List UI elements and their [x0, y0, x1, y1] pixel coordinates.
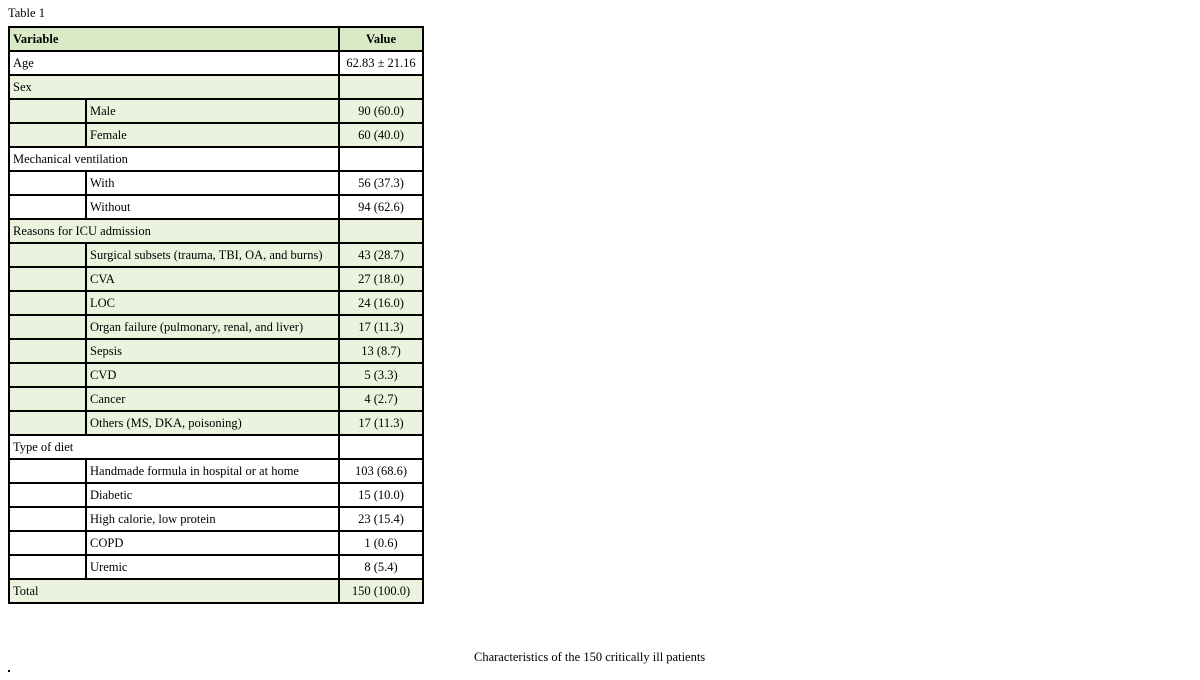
table-row — [9, 483, 423, 507]
row-label: Organ failure (pulmonary, renal, and liver) — [86, 315, 339, 339]
indent-cell — [9, 315, 86, 339]
table-row — [9, 243, 423, 267]
row-label: Without — [86, 195, 339, 219]
indent-cell — [9, 267, 86, 291]
row-value: 17 (11.3) — [339, 411, 423, 435]
row-value: 94 (62.6) — [339, 195, 423, 219]
row-label: Uremic — [86, 555, 339, 579]
row-label: Female — [86, 123, 339, 147]
row-label: High calorie, low protein — [86, 507, 339, 531]
row-value: 150 (100.0) — [339, 579, 423, 603]
section-label: Sex — [9, 75, 339, 99]
row-value: 60 (40.0) — [339, 123, 423, 147]
header-variable: Variable — [9, 27, 339, 51]
row-value — [339, 147, 423, 171]
indent-cell — [9, 99, 86, 123]
indent-cell — [9, 171, 86, 195]
row-label: Sepsis — [86, 339, 339, 363]
table-body — [9, 51, 423, 603]
row-value: 62.83 ± 21.16 — [339, 51, 423, 75]
table-row — [9, 219, 423, 243]
table-row — [9, 339, 423, 363]
row-value: 24 (16.0) — [339, 291, 423, 315]
section-label: Type of diet — [9, 435, 339, 459]
table-row — [9, 195, 423, 219]
table-header-row — [9, 27, 423, 51]
row-value: 13 (8.7) — [339, 339, 423, 363]
characteristics-table — [8, 26, 424, 604]
section-label: Reasons for ICU admission — [9, 219, 339, 243]
row-label: CVD — [86, 363, 339, 387]
row-label: Total — [9, 579, 339, 603]
indent-cell — [9, 291, 86, 315]
row-label: Age — [9, 51, 339, 75]
row-label: Others (MS, DKA, poisoning) — [86, 411, 339, 435]
row-value: 15 (10.0) — [339, 483, 423, 507]
indent-cell — [9, 411, 86, 435]
table-row — [9, 123, 423, 147]
row-value: 5 (3.3) — [339, 363, 423, 387]
table-row — [9, 459, 423, 483]
indent-cell — [9, 555, 86, 579]
indent-cell — [9, 483, 86, 507]
table-label: Table 1 — [8, 6, 45, 20]
row-label: COPD — [86, 531, 339, 555]
table-row — [9, 291, 423, 315]
table-row — [9, 75, 423, 99]
row-value: 4 (2.7) — [339, 387, 423, 411]
row-value: 56 (37.3) — [339, 171, 423, 195]
header-value: Value — [339, 27, 423, 51]
table-row — [9, 435, 423, 459]
indent-cell — [9, 123, 86, 147]
indent-cell — [9, 363, 86, 387]
table-row — [9, 579, 423, 603]
indent-cell — [9, 507, 86, 531]
indent-cell — [9, 243, 86, 267]
table-row — [9, 147, 423, 171]
row-label: Diabetic — [86, 483, 339, 507]
table-row — [9, 507, 423, 531]
table-caption: Characteristics of the 150 critically ill patients — [474, 650, 706, 664]
row-value: 43 (28.7) — [339, 243, 423, 267]
row-label: Handmade formula in hospital or at home — [86, 459, 339, 483]
row-value: 17 (11.3) — [339, 315, 423, 339]
indent-cell — [9, 459, 86, 483]
table-row — [9, 51, 423, 75]
indent-cell — [9, 195, 86, 219]
indent-cell — [9, 387, 86, 411]
section-label: Mechanical ventilation — [9, 147, 339, 171]
indent-cell — [9, 339, 86, 363]
table-row — [9, 363, 423, 387]
row-value — [339, 75, 423, 99]
row-value: 1 (0.6) — [339, 531, 423, 555]
table-row — [9, 99, 423, 123]
table-row — [9, 555, 423, 579]
row-label: CVA — [86, 267, 339, 291]
table-row — [9, 531, 423, 555]
table-row — [9, 267, 423, 291]
table-row — [9, 387, 423, 411]
row-label: Cancer — [86, 387, 339, 411]
row-label: Male — [86, 99, 339, 123]
table-row — [9, 171, 423, 195]
row-label: Surgical subsets (trauma, TBI, OA, and burns) — [86, 243, 339, 267]
row-label: LOC — [86, 291, 339, 315]
row-value — [339, 435, 423, 459]
row-value: 23 (15.4) — [339, 507, 423, 531]
table-row — [9, 411, 423, 435]
row-value: 90 (60.0) — [339, 99, 423, 123]
row-value: 8 (5.4) — [339, 555, 423, 579]
table-row — [9, 315, 423, 339]
row-value — [339, 219, 423, 243]
row-value: 27 (18.0) — [339, 267, 423, 291]
indent-cell — [9, 531, 86, 555]
stray-dot — [8, 670, 10, 672]
row-label: With — [86, 171, 339, 195]
row-value: 103 (68.6) — [339, 459, 423, 483]
